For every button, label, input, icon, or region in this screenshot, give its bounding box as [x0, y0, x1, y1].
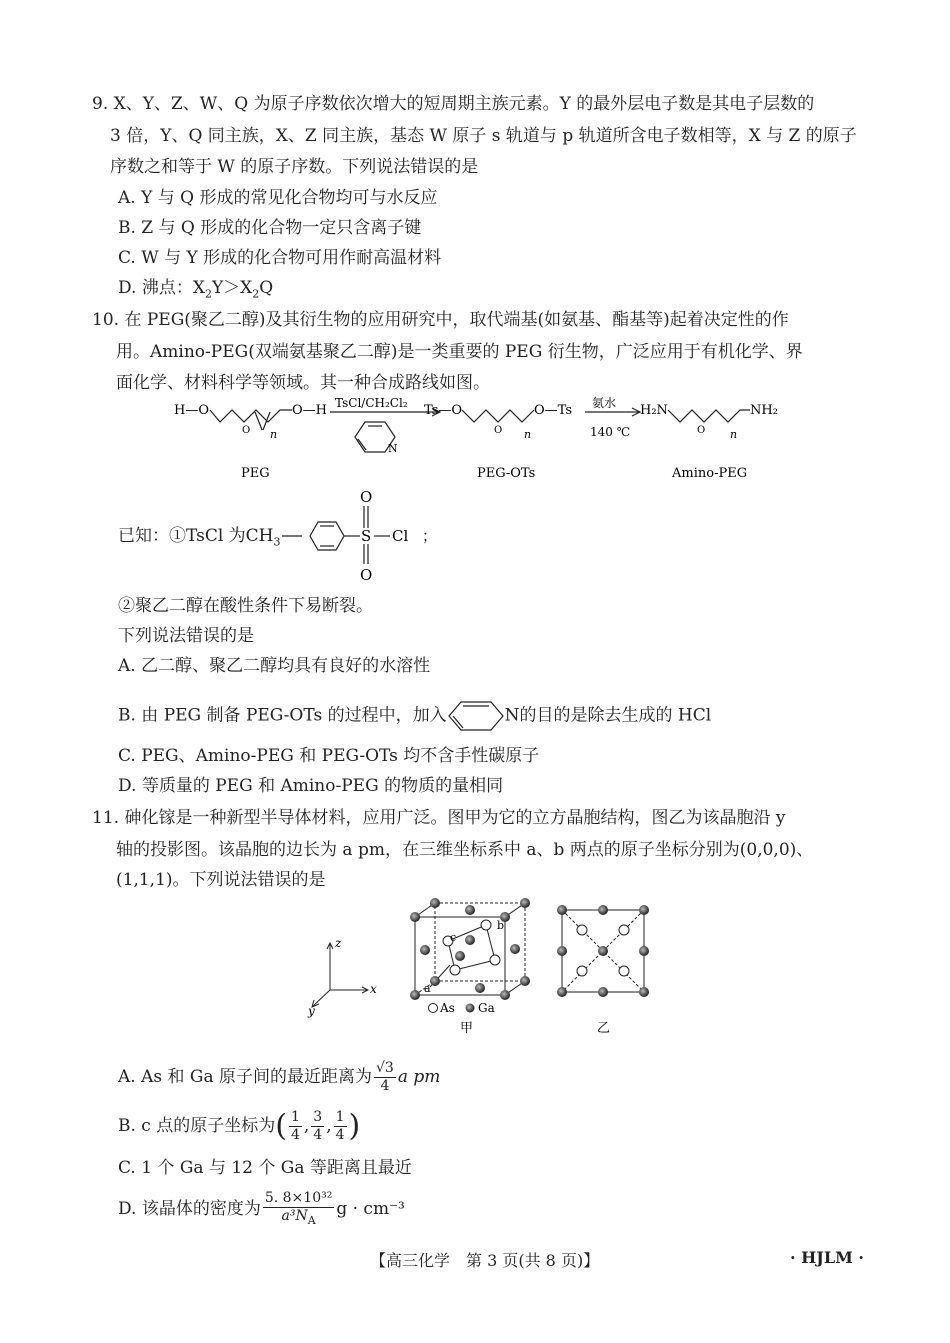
crystal-figure — [290, 895, 670, 1045]
scheme-h2n: H₂N — [640, 403, 668, 418]
scheme-label-amino-peg: Amino-PEG — [672, 466, 748, 481]
q11-option-d: D. 该晶体的密度为 $\frac{\text{5. 8×10³²}}{a^3N_A}$ g · cm⁻³ — [118, 1190, 405, 1227]
q10-stem-line2: 用。Amino-PEG(双端氨基聚乙二醇)是一类重要的 PEG 衍生物，广泛应用于有机化学、界 — [116, 342, 803, 362]
q11-option-a: A. As 和 Ga 原子间的最近距离为 $\frac{√3}{4}$ a pm — [118, 1060, 441, 1094]
scheme-ots-right: O—Ts — [534, 403, 573, 418]
tscl-s-atom: S — [361, 527, 372, 545]
q10-option-c: C. PEG、Amino-PEG 和 PEG-OTs 均不含手性碳原子 — [118, 746, 540, 766]
scheme-ts-left: Ts—O — [424, 403, 463, 418]
point-b-label: b — [497, 919, 505, 932]
scheme-label-peg: PEG — [241, 466, 270, 481]
q11-stem-line2: 轴的投影图。该晶胞的边长为 a pm，在三维坐标系中 a、b 两点的原子坐标分别为(0,0,0)、 — [116, 840, 814, 860]
scheme-nh2: NH₂ — [750, 403, 778, 418]
tscl-structure — [280, 484, 450, 584]
axis-x-label: x — [370, 982, 377, 996]
q11-option-c: C. 1 个 Ga 与 12 个 Ga 等距离且最近 — [118, 1158, 412, 1178]
tscl-semicolon: ； — [422, 527, 438, 545]
scheme-oh-right: O—H — [292, 403, 327, 418]
scheme-condition-2: 140 ℃ — [590, 425, 631, 439]
q10-option-a: A. 乙二醇、聚乙二醇均具有良好的水溶性 — [118, 656, 431, 676]
as-legend-icon — [429, 1004, 438, 1013]
ga-legend-icon — [466, 1004, 475, 1013]
caption-jia: 甲 — [460, 1021, 474, 1036]
scheme-o-3: O — [697, 425, 706, 436]
q10-known-2: ②聚乙二醇在酸性条件下易断裂。 — [118, 596, 373, 616]
q9-option-b: B. Z 与 Q 形成的化合物一定只含离子键 — [118, 218, 422, 238]
legend-as-label: As — [440, 1001, 455, 1015]
q10-stem-line3: 面化学、材料科学等领域。其一种合成路线如图。 — [116, 373, 490, 393]
caption-yi: 乙 — [597, 1021, 611, 1036]
q10-option-d: D. 等质量的 PEG 和 Amino-PEG 的物质的量相同 — [118, 776, 504, 796]
q9-option-d: D. 沸点：$X_2Y>X_2Q$ — [118, 278, 274, 301]
q10-known-1: 已知：①TsCl 为$CH_3$ — [118, 526, 281, 549]
scheme-o-2: O — [494, 425, 503, 436]
synthesis-scheme — [0, 390, 950, 490]
legend-ga-label: Ga — [478, 1001, 495, 1015]
scheme-o-1: O — [242, 425, 251, 436]
tscl-o-top: O — [360, 488, 373, 506]
scheme-n-3: n — [730, 428, 738, 441]
q9-stem-line1: 9. X、Y、Z、W、Q 为原子序数依次增大的短周期主族元素。Y 的最外层电子数是其电子层数的 — [92, 94, 815, 114]
q10-option-b: B. 由 PEG 制备 PEG-OTs 的过程中，加入 N的目的是除去生成的 HCl — [118, 698, 711, 734]
axis-z-label: z — [335, 936, 342, 950]
tscl-cl-atom: Cl — [392, 527, 409, 545]
page-footer: 【高三化学 第 3 页(共 8 页)】 — [370, 1251, 600, 1270]
scheme-pyridine-n: N — [388, 442, 398, 455]
q11-stem-line3: (1,1,1)。下列说法错误的是 — [116, 870, 326, 890]
q9-stem-line2: 3 倍，Y、Q 同主族，X、Z 同主族，基态 W 原子 s 轨道与 p 轨道所含电子数相等，X 与 Z 的原子 — [110, 126, 857, 146]
tscl-o-bottom: O — [360, 566, 373, 584]
q9-stem-line3: 序数之和等于 W 的原子序数。下列说法错误的是 — [110, 157, 479, 177]
scheme-n-2: n — [524, 428, 532, 441]
scheme-n-1: n — [270, 428, 278, 441]
scheme-label-peg-ots: PEG-OTs — [477, 466, 536, 481]
q9-option-a: A. Y 与 Q 形成的常见化合物均可与水反应 — [118, 188, 438, 208]
axis-lines — [312, 943, 368, 1007]
q11-option-b: B. c 点的原子坐标为( $\frac{1}{4}$ , $\frac{3}{4}$ , $\frac{1}{4}$ ) — [118, 1108, 361, 1144]
q10-ask: 下列说法错误的是 — [118, 626, 254, 646]
q10-stem-line1: 10. 在 PEG(聚乙二醇)及其衍生物的应用研究中，取代端基(如氨基、酯基等)起着决定性的作 — [92, 310, 789, 330]
point-c-label: c — [450, 931, 457, 944]
pyridine-icon — [447, 698, 505, 734]
point-a-label: a — [424, 982, 431, 995]
scheme-reagent-2: 氨水 — [592, 396, 617, 410]
scheme-ho-left: H—O — [174, 403, 209, 418]
scheme-reagent-1: TsCl/CH₂Cl₂ — [335, 396, 408, 410]
q11-stem-line1: 11. 砷化镓是一种新型半导体材料，应用广泛。图甲为它的立方晶胞结构，图乙为该晶胞沿 y — [92, 808, 786, 828]
axis-y-label: y — [308, 1004, 315, 1018]
q9-option-c: C. W 与 Y 形成的化合物可用作耐高温材料 — [118, 248, 442, 268]
footer-code: · HJLM · — [790, 1248, 864, 1267]
